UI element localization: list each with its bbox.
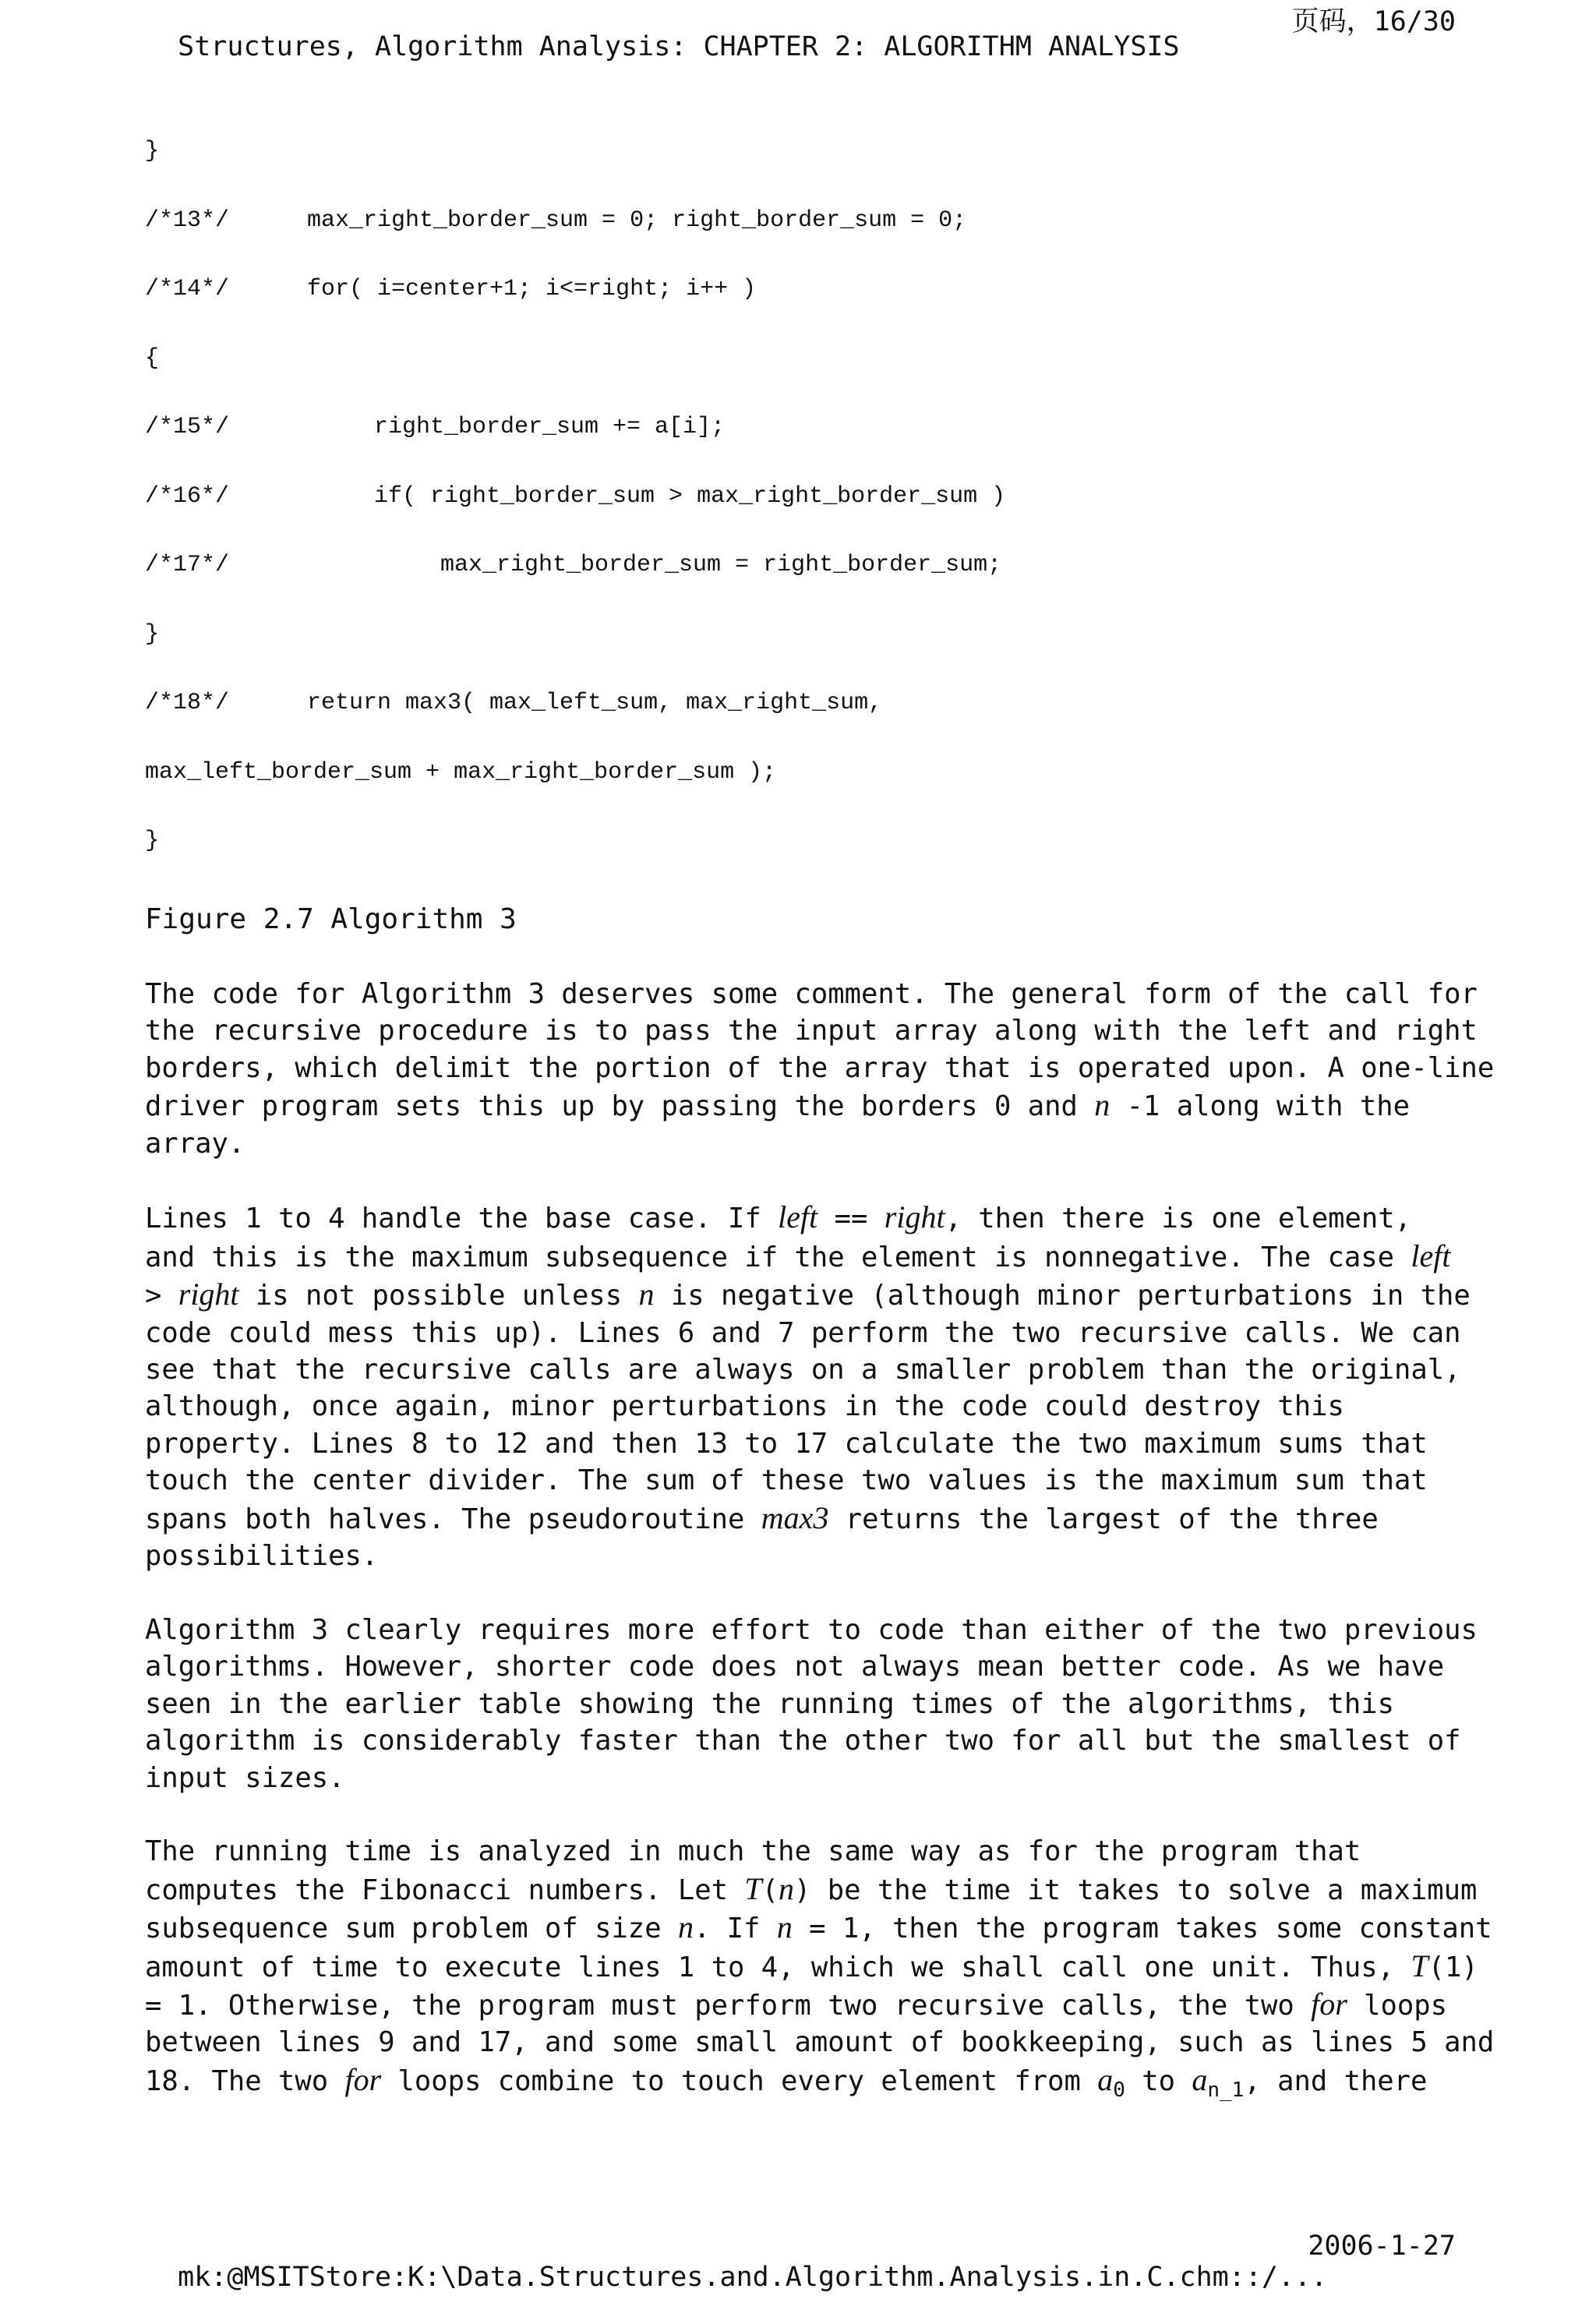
text-line: although, once again, minor perturbations in the code could destroy this: [145, 1390, 1344, 1423]
page-footer: [145, 2230, 1456, 2324]
subscript: n_1: [1207, 2078, 1245, 2102]
code-line-text: max_right_border_sum = 0; right_border_sum = 0;: [307, 207, 967, 234]
italic-term: n: [1094, 1087, 1110, 1123]
text-line: between lines 9 and 17, and some small amount of bookkeeping, such as lines 5 and: [145, 2026, 1495, 2059]
italic-term: n: [677, 1909, 694, 1945]
header-title: Structures, Algorithm Analysis: CHAPTER 2: ALGORITHM ANALYSIS: [178, 31, 1180, 62]
paragraph: [145, 976, 1495, 1162]
italic-term: T: [744, 1870, 762, 1906]
code-line-text: for( i=center+1; i<=right; i++ ): [307, 276, 757, 302]
italic-term: left: [778, 1199, 818, 1235]
text-line: touch the center divider. The sum of these two values is the maximum sum that: [145, 1464, 1428, 1497]
italic-term: left: [1411, 1238, 1451, 1273]
code-line-label: /*16*/: [145, 482, 230, 510]
paragraph: [145, 1833, 1495, 2102]
code-line-text: if( right_border_sum > max_right_border_sum ): [374, 482, 1006, 510]
text-line: property. Lines 8 to 12 and then 13 to 17 calculate the two maximum sums that: [145, 1427, 1428, 1460]
italic-term: right: [178, 1277, 239, 1312]
italic-term: right: [884, 1199, 945, 1235]
text-line: = 1. Otherwise, the program must perform two recursive calls, the two for loops: [145, 1986, 1448, 2022]
figure-caption: Figure 2.7 Algorithm 3: [145, 903, 517, 935]
text-line: computes the Fibonacci numbers. Let T(n) be the time it takes to solve a maximum: [145, 1870, 1478, 1906]
code-line-text: return max3( max_left_sum, max_right_sum,: [307, 690, 883, 716]
text-line: see that the recursive calls are always on a smaller problem than the original,: [145, 1354, 1461, 1386]
subscript: 0: [1113, 2078, 1125, 2102]
code-line-text: {: [145, 344, 160, 372]
code-line-text: }: [145, 138, 160, 164]
text-line: The running time is analyzed in much the same way as for the program that: [145, 1835, 1361, 1868]
text-line: code could mess this up). Lines 6 and 7 perform the two recursive calls. We can: [145, 1316, 1461, 1349]
text-line: array.: [145, 1127, 245, 1160]
footer-date: 2006-1-27: [1308, 2230, 1456, 2262]
italic-term: for: [1311, 1986, 1347, 2022]
code-line-text: }: [145, 620, 160, 648]
text-line: > right is not possible unless n is negative (although minor perturbations in the: [145, 1277, 1471, 1312]
code-line-text: max_right_border_sum = right_border_sum;: [440, 552, 1002, 578]
code-line-text: right_border_sum += a[i];: [374, 414, 726, 440]
italic-term: n: [638, 1277, 655, 1312]
code-line-label: /*15*/: [145, 414, 230, 440]
text-line: subsequence sum problem of size n. If n = 1, then the program takes some constant: [145, 1909, 1492, 1945]
italic-term: n: [776, 1909, 793, 1945]
text-line: borders, which delimit the portion of the array that is operated upon. A one-line: [145, 1051, 1495, 1084]
body-text: [145, 976, 1495, 2137]
code-line-label: /*17*/: [145, 552, 230, 578]
text-line: spans both halves. The pseudoroutine max3 returns the largest of the three: [145, 1499, 1379, 1535]
text-line: algorithms. However, shorter code does not always mean better code. As we have: [145, 1651, 1445, 1683]
text-line: amount of time to execute lines 1 to 4, which we shall call one unit. Thus, T(1): [145, 1948, 1478, 1983]
text-line: The code for Algorithm 3 deserves some comment. The general form of the call for: [145, 978, 1478, 1010]
text-line: seen in the earlier table showing the running times of the algorithms, this: [145, 1687, 1394, 1720]
italic-term: a: [1097, 2061, 1114, 2097]
text-line: possibilities.: [145, 1540, 379, 1573]
text-line: driver program sets this up by passing the borders 0 and n -1 along with the: [145, 1087, 1410, 1123]
text-line: input sizes.: [145, 1761, 345, 1794]
text-line: the recursive procedure is to pass the input array along with the left and right: [145, 1015, 1478, 1047]
italic-term: for: [344, 2061, 382, 2097]
header-page-number: 页码，16/30: [1291, 6, 1456, 37]
paragraph: [145, 1199, 1471, 1574]
code-line-text: }: [145, 828, 160, 854]
italic-term: T: [1411, 1948, 1428, 1983]
italic-term: a: [1192, 2061, 1208, 2097]
text-line: and this is the maximum subsequence if the element is nonnegative. The case left: [145, 1238, 1451, 1273]
code-line-label: /*18*/: [145, 690, 230, 716]
text-line: Lines 1 to 4 handle the base case. If left == right, then there is one element,: [145, 1199, 1412, 1235]
text-line: Algorithm 3 clearly requires more effort to code than either of the two previous: [145, 1613, 1478, 1646]
code-line-label: /*14*/: [145, 276, 230, 302]
code-line-text: max_left_border_sum + max_right_border_sum );: [145, 758, 777, 786]
italic-term: n: [779, 1870, 795, 1906]
footer-source: mk:@MSITStore:K:\Data.Structures.and.Algorithm.Analysis.in.C.chm::/...: [178, 2262, 1328, 2293]
code-line-label: /*13*/: [145, 207, 230, 234]
page-header: [145, 0, 1456, 94]
italic-term: max3: [761, 1499, 829, 1535]
text-line: algorithm is considerably faster than the other two for all but the smallest of: [145, 1725, 1461, 1757]
text-line: 18. The two for loops combine to touch every element from $a_0$ to $a_{n\_1}$, and there: [145, 2061, 1428, 2102]
paragraph: [145, 1612, 1478, 1796]
